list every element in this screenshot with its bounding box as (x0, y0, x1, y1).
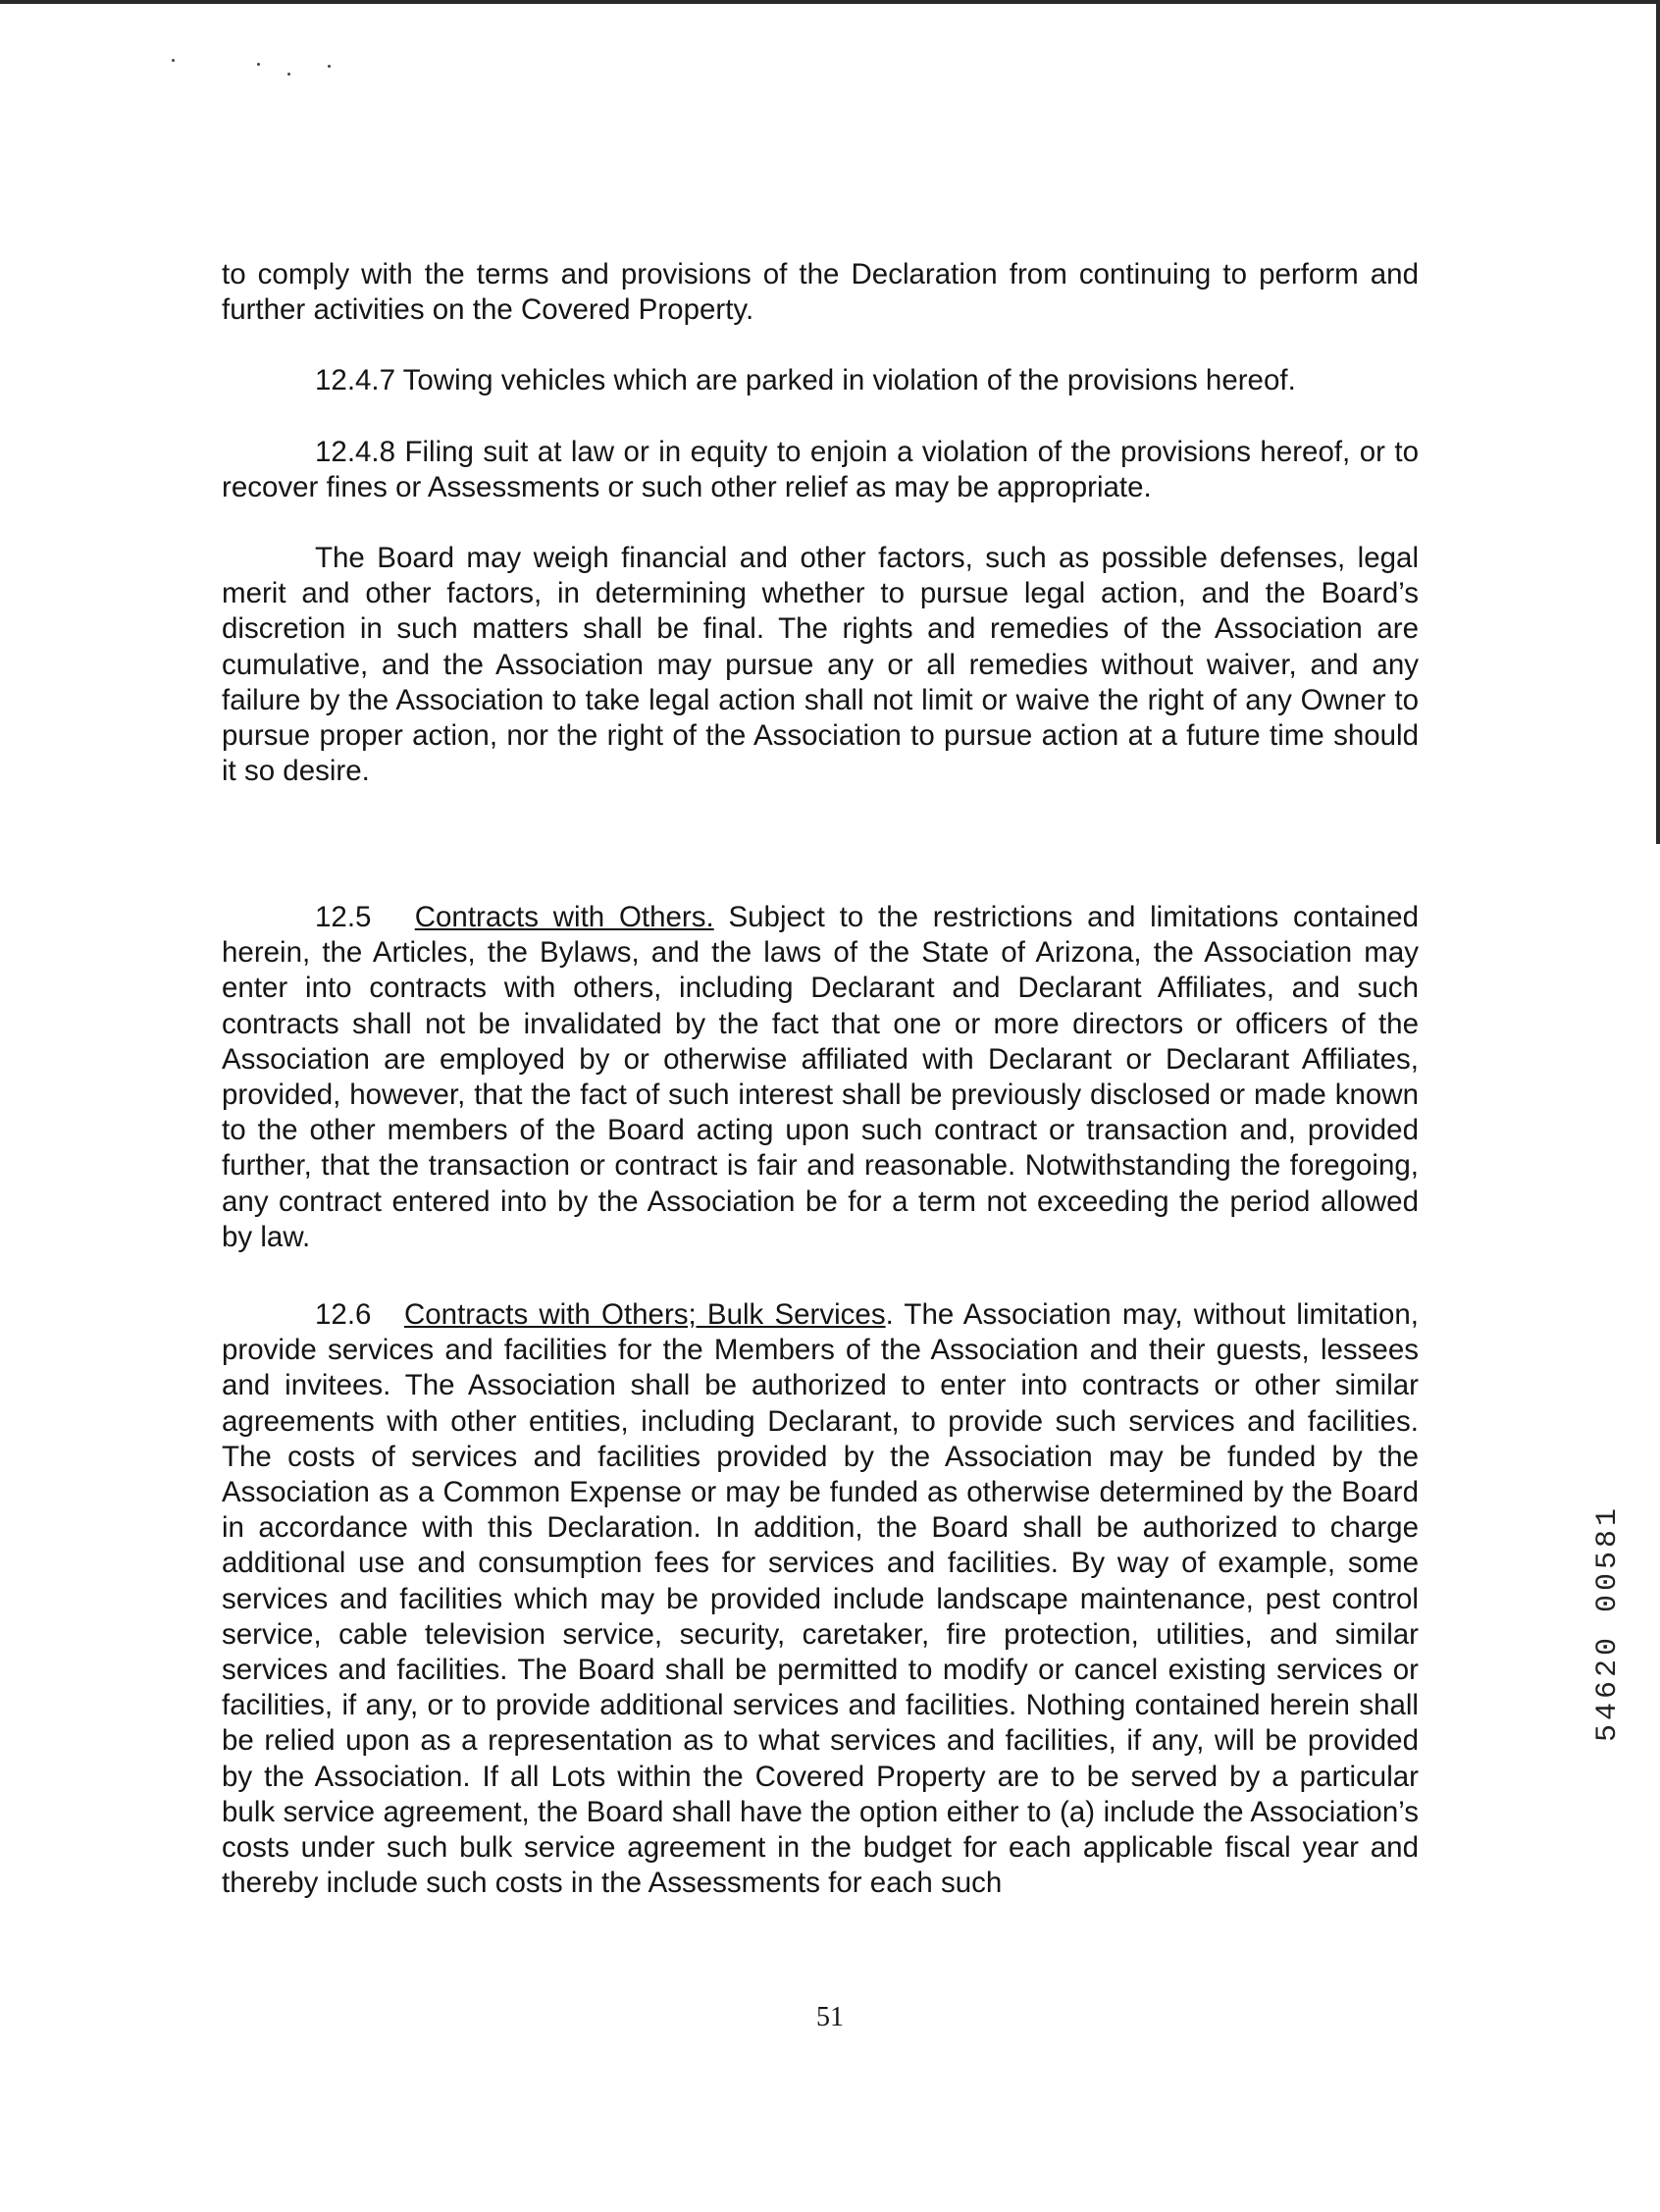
section-heading: Contracts with Others. (414, 901, 714, 933)
section-heading: Contracts with Others; Bulk Services (403, 1298, 886, 1331)
recording-number: 54620 00581 (1591, 1503, 1625, 1742)
paragraph-board-discretion: The Board may weigh financial and other factors, such as possible defenses, legal merit and other factors, in determining whether to pursue legal action, and the Board’s discretion in such matters shall be final. The rights and remedies of the Association are cumulative, and the Association may pursue any or all remedies without waiver, and any failure by the Association to take legal action shall not limit or waive the right of any Owner to pursue proper action, nor the right of the Association to pursue action at a future time should it so desire. (222, 542, 1419, 788)
section-body: . The Association may, without limitation, provide services and facilities for the Members of the Association and their guests, lessees and invitees. The Association shall be authorized to enter into contracts or other similar agreements with other entities, including Declarant, to provide such services and facilities. The costs of services and facilities provided by the Association may be funded by the Association as a Common Expense or may be funded as otherwise determined by the Board in accordance with this Declaration. In addition, the Board shall be authorized to charge additional use and consumption fees for services and facilities. By way of example, some services and facilities which may be provided include landscape maintenance, pest control service, cable television service, security, caretaker, fire protection, utilities, and similar services and facilities. The Board shall be permitted to modify or cancel existing services or facilities, if any, or to provide additional services and facilities. Nothing contained herein shall be relied upon as a representation as to what services and facilities, if any, will be provided by the Association. If all Lots within the Covered Property are to be served by a particular bulk service agreement, the Board shall have the option either to (a) include the Association’s costs under such bulk service agreement in the budget for each applicable fiscal year and thereby include such costs in the Assessments for each such (222, 1298, 1419, 1900)
section-body: Subject to the restrictions and limitations contained herein, the Articles, the Bylaws, and the laws of the State of Arizona, the Association may enter into contracts with others, including Declarant and Declarant Affiliates, and such contracts shall not be invalidated by the fact that one or more directors or officers of the Association are employed by or otherwise affiliated with Declarant or Declarant Affiliates, provided, however, that the fact of such interest shall be previously disclosed or made known to the other members of the Board acting upon such contract or transaction and, provided further, that the transaction or contract is fair and reasonable. Notwithstanding the foregoing, any contract entered into by the Association be for a term not exceeding the period allowed by law. (222, 901, 1419, 1253)
scan-speck (287, 73, 290, 76)
section-number: 12.6 (315, 1298, 372, 1331)
scan-speck (328, 65, 331, 68)
paragraph-12-4-7: 12.4.7 Towing vehicles which are parked in violation of the provisions hereof. (315, 364, 1296, 397)
document-body (222, 257, 1419, 789)
scan-right-edge (1656, 0, 1660, 844)
scan-top-edge (0, 0, 1660, 4)
paragraph-continuation: to comply with the terms and provisions of the Declaration from continuing to perform and further activities on the Covered Property. (222, 258, 1419, 327)
paragraph-12-4-8: 12.4.8 Filing suit at law or in equity to enjoin a violation of the provisions hereof, or to recover fines or Assessments or such other relief as may be appropriate. (222, 435, 1419, 503)
section-12-5 (222, 900, 1419, 1255)
page-number: 51 (816, 2002, 844, 2032)
scan-speck (257, 63, 260, 66)
section-12-6 (222, 1297, 1419, 1901)
scan-speck (172, 59, 175, 62)
section-number: 12.5 (315, 901, 372, 933)
